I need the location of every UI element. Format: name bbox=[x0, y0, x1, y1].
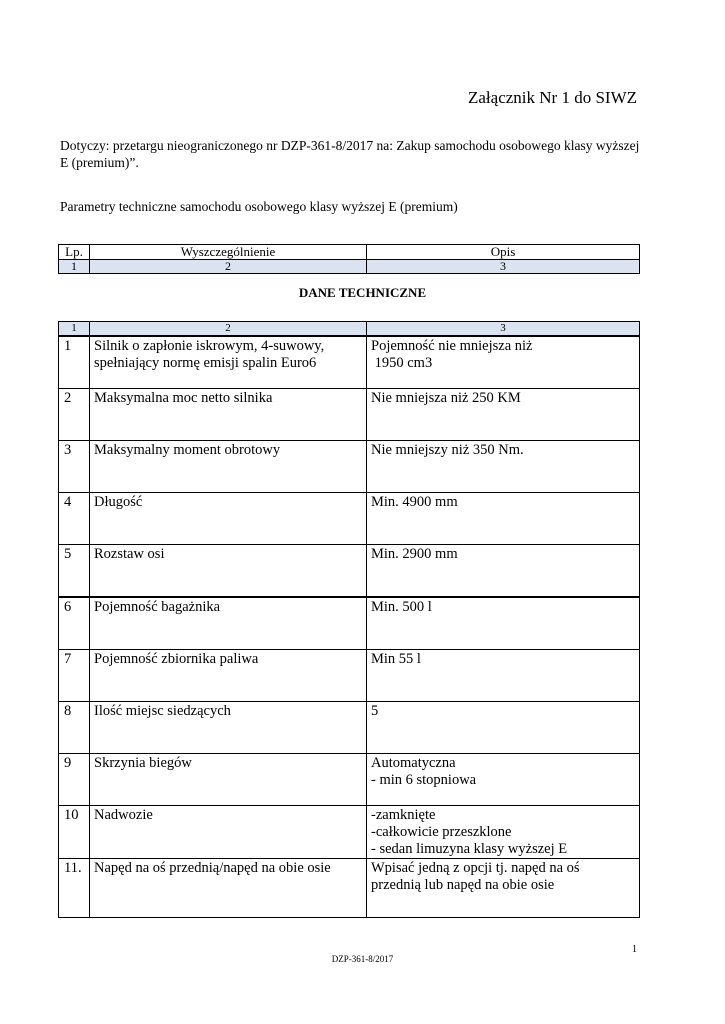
column-number: 2 bbox=[90, 322, 367, 337]
table-row bbox=[59, 336, 640, 389]
specification-line: Maksymalny moment obrotowy bbox=[94, 442, 281, 458]
row-number: 5 bbox=[59, 545, 90, 598]
row-specification bbox=[90, 597, 367, 650]
description-line: 5 bbox=[371, 703, 379, 719]
technical-data-table bbox=[58, 321, 640, 918]
row-specification bbox=[90, 806, 367, 859]
row-specification bbox=[90, 702, 367, 754]
row-specification bbox=[90, 336, 367, 389]
specification-line: Pojemność zbiornika paliwa bbox=[94, 651, 259, 667]
row-number: 7 bbox=[59, 650, 90, 702]
description-line: 1950 cm3 bbox=[371, 355, 433, 371]
table-row bbox=[59, 650, 640, 702]
column-number: 1 bbox=[59, 260, 90, 274]
specification-line: Ilość miejsc siedzących bbox=[94, 703, 231, 719]
specification-line: Maksymalna moc netto silnika bbox=[94, 390, 273, 406]
specification-line: Nadwozie bbox=[94, 807, 153, 823]
row-specification bbox=[90, 650, 367, 702]
page-number: 1 bbox=[632, 944, 637, 955]
row-description bbox=[367, 702, 640, 754]
description-line: Nie mniejszy niż 350 Nm. bbox=[371, 442, 524, 458]
specification-line: spełniający normę emisji spalin Euro6 bbox=[94, 355, 317, 371]
table-row bbox=[59, 702, 640, 754]
specification-line: Długość bbox=[94, 494, 143, 510]
description-line: Nie mniejsza niż 250 KM bbox=[371, 390, 521, 406]
row-number: 3 bbox=[59, 441, 90, 493]
row-specification bbox=[90, 859, 367, 918]
row-number: 2 bbox=[59, 389, 90, 441]
row-specification bbox=[90, 754, 367, 806]
specification-line: Skrzynia biegów bbox=[94, 755, 192, 771]
row-description bbox=[367, 806, 640, 859]
column-number: 3 bbox=[367, 260, 640, 274]
specification-line: Pojemność bagażnika bbox=[94, 599, 221, 615]
table-row bbox=[59, 441, 640, 493]
row-specification bbox=[90, 441, 367, 493]
column-number: 3 bbox=[367, 322, 640, 337]
header-table bbox=[58, 244, 640, 274]
column-header-desc: Opis bbox=[367, 245, 640, 260]
specification-line: Napęd na oś przednią/napęd na obie osie bbox=[94, 860, 331, 876]
column-number: 2 bbox=[90, 260, 367, 274]
table-row bbox=[59, 806, 640, 859]
table-row bbox=[59, 754, 640, 806]
subject-paragraph: Dotyczy: przetargu nieograniczonego nr DZP-361-8/2017 na: Zakup samochodu osobowego klasy wyższej E (premium)”. bbox=[60, 138, 640, 170]
table-row bbox=[59, 389, 640, 441]
row-number: 8 bbox=[59, 702, 90, 754]
description-line: - sedan limuzyna klasy wyższej E bbox=[371, 841, 568, 857]
row-specification bbox=[90, 493, 367, 545]
specification-line: Silnik o zapłonie iskrowym, 4-suwowy, bbox=[94, 338, 325, 354]
description-line: Min. 4900 mm bbox=[371, 494, 458, 510]
description-line: Min. 500 l bbox=[371, 599, 432, 615]
row-description bbox=[367, 441, 640, 493]
description-line: -zamknięte bbox=[371, 807, 436, 823]
row-number: 4 bbox=[59, 493, 90, 545]
description-line: Pojemność nie mniejsza niż bbox=[371, 338, 533, 354]
row-number: 6 bbox=[59, 597, 90, 650]
attachment-title: Załącznik Nr 1 do SIWZ bbox=[468, 88, 637, 107]
description-line: Min. 2900 mm bbox=[371, 546, 458, 562]
row-description bbox=[367, 389, 640, 441]
row-specification bbox=[90, 389, 367, 441]
description-line: - min 6 stopniowa bbox=[371, 772, 477, 788]
table-row bbox=[59, 545, 640, 598]
row-number: 10 bbox=[59, 806, 90, 859]
description-line: Automatyczna bbox=[371, 755, 456, 771]
table-row bbox=[59, 493, 640, 545]
row-description bbox=[367, 859, 640, 918]
row-description bbox=[367, 650, 640, 702]
column-header-name: Wyszczególnienie bbox=[90, 245, 367, 260]
description-line: Min 55 l bbox=[371, 651, 421, 667]
row-description bbox=[367, 545, 640, 598]
row-description bbox=[367, 493, 640, 545]
row-number: 9 bbox=[59, 754, 90, 806]
row-description bbox=[367, 597, 640, 650]
row-description bbox=[367, 754, 640, 806]
parameters-title: Parametry techniczne samochodu osobowego klasy wyższej E (premium) bbox=[60, 199, 458, 214]
column-number: 1 bbox=[59, 322, 90, 337]
footer-doc-ref: DZP-361-8/2017 bbox=[331, 954, 394, 964]
row-number: 1 bbox=[59, 336, 90, 389]
row-description bbox=[367, 336, 640, 389]
section-title: DANE TECHNICZNE bbox=[298, 285, 427, 300]
description-line: Wpisać jedną z opcji tj. napęd na oś bbox=[371, 860, 580, 876]
row-specification bbox=[90, 545, 367, 598]
row-number: 11. bbox=[59, 859, 90, 918]
description-line: przednią lub napęd na obie osie bbox=[371, 877, 555, 893]
table-row bbox=[59, 597, 640, 650]
table-row bbox=[59, 859, 640, 918]
description-line: -całkowicie przeszklone bbox=[371, 824, 512, 840]
column-header-lp: Lp. bbox=[59, 245, 90, 260]
specification-line: Rozstaw osi bbox=[94, 546, 165, 562]
